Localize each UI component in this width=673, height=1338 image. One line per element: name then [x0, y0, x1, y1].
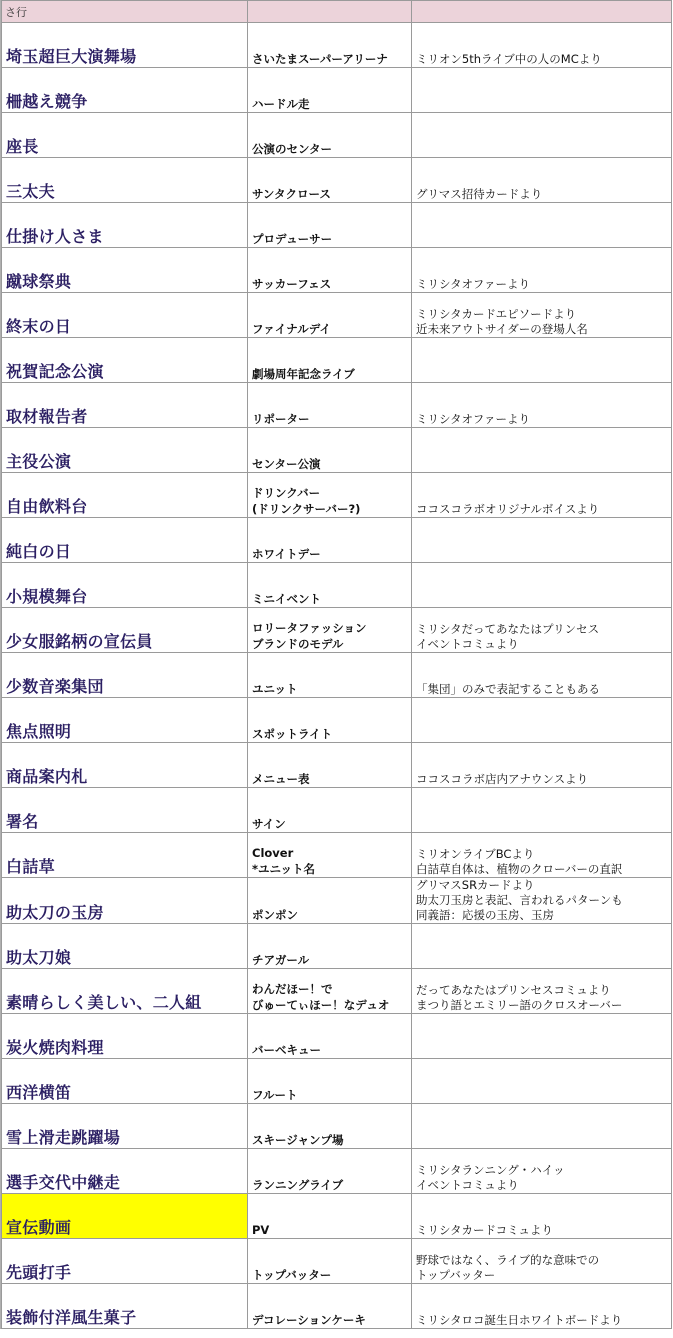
reading-cell[interactable]: [248, 158, 412, 203]
note-line: 「集団」のみで表記することもある: [416, 682, 600, 696]
table-row: [2, 293, 672, 338]
term-cell[interactable]: 仕掛け人さま: [2, 203, 248, 248]
note-cell[interactable]: [412, 743, 672, 788]
reading-cell[interactable]: [248, 788, 412, 833]
term-cell[interactable]: 小規模舞台: [2, 563, 248, 608]
note-cell[interactable]: [412, 878, 672, 924]
term-cell[interactable]: 装飾付洋風生菓子: [2, 1284, 248, 1329]
reading-cell[interactable]: [248, 338, 412, 383]
term-cell[interactable]: 少女服銘柄の宣伝員: [2, 608, 248, 653]
reading-cell[interactable]: [248, 293, 412, 338]
note-line: ミリシタロコ誕生日ホワイトボードより: [416, 1313, 623, 1327]
note-cell[interactable]: [412, 473, 672, 518]
table-row: [2, 743, 672, 788]
table-row: [2, 428, 672, 473]
glossary-table: [1, 0, 672, 1329]
reading-cell[interactable]: [248, 653, 412, 698]
note-cell[interactable]: [412, 1194, 672, 1239]
reading-cell[interactable]: [248, 698, 412, 743]
note-cell[interactable]: [412, 293, 672, 338]
reading-line: メニュー表: [252, 772, 310, 786]
table-row: [2, 969, 672, 1014]
note-cell[interactable]: [412, 248, 672, 293]
header-cell-reading[interactable]: [248, 1, 412, 23]
term-cell[interactable]: 三太夫: [2, 158, 248, 203]
note-cell[interactable]: [412, 158, 672, 203]
reading-cell[interactable]: [248, 878, 412, 924]
note-cell[interactable]: [412, 428, 672, 473]
note-line: 白詰草自体は、植物のクローバーの直訳: [416, 862, 623, 876]
reading-cell[interactable]: [248, 113, 412, 158]
reading-line: リポーター: [252, 412, 310, 426]
reading-line: ファイナルデイ: [252, 322, 331, 336]
reading-line: PV: [252, 1223, 270, 1237]
reading-cell[interactable]: [248, 969, 412, 1014]
term-cell[interactable]: 終末の日: [2, 293, 248, 338]
table-row: [2, 383, 672, 428]
term-cell[interactable]: 埼玉超巨大演舞場: [2, 23, 248, 68]
reading-line: ドリンクバー: [252, 486, 321, 500]
reading-line: ポンポン: [252, 908, 298, 922]
table-row: [2, 1104, 672, 1149]
reading-line: ホワイトデー: [252, 547, 321, 561]
term-cell[interactable]: 署名: [2, 788, 248, 833]
table-row: [2, 1284, 672, 1329]
note-line: ミリシタカードコミュより: [416, 1223, 553, 1237]
note-line: ミリシタオファーより: [416, 277, 530, 291]
reading-line: バーベキュー: [252, 1043, 321, 1057]
reading-cell[interactable]: [248, 1284, 412, 1329]
reading-line: プロデューサー: [252, 232, 333, 246]
note-line: 助太刀玉房と表記、言われるパターンも: [416, 893, 623, 907]
reading-line: チアガール: [252, 953, 310, 967]
note-line: グリマス招待カードより: [416, 187, 543, 201]
reading-cell[interactable]: [248, 203, 412, 248]
table-row: [2, 338, 672, 383]
table-row: [2, 248, 672, 293]
term-cell[interactable]: 助太刀娘: [2, 924, 248, 969]
note-line: イベントコミュより: [416, 1178, 519, 1192]
reading-line: ランニングライブ: [252, 1178, 344, 1192]
note-line: ココスコラボ店内アナウンスより: [416, 772, 589, 786]
note-cell[interactable]: [412, 1284, 672, 1329]
table-row: [2, 1149, 672, 1194]
note-line: トップバッター: [416, 1268, 496, 1282]
note-line: ミリシタだってあなたはプリンセス: [416, 622, 600, 636]
note-cell[interactable]: [412, 338, 672, 383]
reading-line: デコレーションケーキ: [252, 1313, 366, 1327]
table-row: [2, 698, 672, 743]
note-cell[interactable]: [412, 383, 672, 428]
reading-line: ミニイベント: [252, 592, 321, 606]
table-row: [2, 518, 672, 563]
note-line: 同義語：応援の玉房、玉房: [416, 908, 554, 922]
reading-line: ハードル走: [252, 97, 310, 111]
note-cell[interactable]: [412, 1059, 672, 1104]
reading-line: ユニット: [252, 682, 298, 696]
reading-line: トップバッター: [252, 1268, 332, 1282]
reading-line: サイン: [252, 817, 286, 831]
table-row: [2, 158, 672, 203]
note-cell[interactable]: [412, 1014, 672, 1059]
note-line: まつり語とエミリー語のクロスオーバー: [416, 998, 623, 1012]
note-cell[interactable]: [412, 653, 672, 698]
glossary-table-body: [2, 1, 672, 1329]
table-row: [2, 833, 672, 878]
reading-cell[interactable]: [248, 68, 412, 113]
reading-cell[interactable]: [248, 473, 412, 518]
table-row: [2, 924, 672, 969]
table-row: [2, 608, 672, 653]
note-cell[interactable]: [412, 924, 672, 969]
term-cell[interactable]: 取材報告者: [2, 383, 248, 428]
note-cell[interactable]: [412, 969, 672, 1014]
table-row: [2, 68, 672, 113]
table-row: [2, 23, 672, 68]
reading-line: フルート: [252, 1088, 298, 1102]
term-cell[interactable]: 柵越え競争: [2, 68, 248, 113]
reading-cell[interactable]: [248, 428, 412, 473]
term-cell[interactable]: 西洋横笛: [2, 1059, 248, 1104]
reading-line: スポットライト: [252, 727, 333, 741]
reading-line: ロリータファッション: [252, 621, 367, 635]
note-line: 近未来アウトサイダーの登場人名: [416, 322, 588, 336]
note-line: 野球ではなく、ライブ的な意味での: [416, 1253, 600, 1267]
term-cell[interactable]: 先頭打手: [2, 1239, 248, 1284]
reading-cell[interactable]: [248, 1194, 412, 1239]
note-cell[interactable]: [412, 1239, 672, 1284]
reading-line: サッカーフェス: [252, 277, 332, 291]
note-cell[interactable]: [412, 203, 672, 248]
reading-cell[interactable]: [248, 248, 412, 293]
table-row: [2, 1194, 672, 1239]
reading-line: さいたまスーパーアリーナ: [252, 52, 388, 66]
term-cell[interactable]: 蹴球祭典: [2, 248, 248, 293]
term-cell[interactable]: 選手交代中継走: [2, 1149, 248, 1194]
reading-cell[interactable]: [248, 743, 412, 788]
reading-cell[interactable]: [248, 383, 412, 428]
reading-cell[interactable]: [248, 518, 412, 563]
note-cell[interactable]: [412, 788, 672, 833]
reading-line: (ドリンクサーバー?): [252, 502, 361, 516]
term-cell[interactable]: 宣伝動画: [2, 1194, 248, 1239]
term-cell[interactable]: 雪上滑走跳躍場: [2, 1104, 248, 1149]
note-cell[interactable]: [412, 518, 672, 563]
term-cell[interactable]: 主役公演: [2, 428, 248, 473]
reading-cell[interactable]: [248, 608, 412, 653]
note-cell[interactable]: [412, 23, 672, 68]
note-line: ミリシタカードエピソードより: [416, 307, 577, 321]
table-row: [2, 1014, 672, 1059]
note-line: ミリオンライブBCより: [416, 847, 535, 861]
header-cell-note[interactable]: [412, 1, 672, 23]
note-cell[interactable]: [412, 608, 672, 653]
note-line: ココスコラボオリジナルボイスより: [416, 502, 600, 516]
note-cell[interactable]: [412, 113, 672, 158]
reading-cell[interactable]: [248, 924, 412, 969]
reading-cell[interactable]: [248, 1149, 412, 1194]
table-row: [2, 653, 672, 698]
reading-line: サンタクロース: [252, 187, 331, 201]
term-cell[interactable]: 焦点照明: [2, 698, 248, 743]
note-line: グリマスSRカードより: [416, 878, 535, 892]
reading-cell[interactable]: [248, 563, 412, 608]
table-row: [2, 1059, 672, 1104]
term-cell[interactable]: 白詰草: [2, 833, 248, 878]
note-line: ミリシタランニング・ハイッ: [416, 1163, 565, 1177]
note-cell[interactable]: [412, 1149, 672, 1194]
note-line: イベントコミュより: [416, 637, 519, 651]
term-cell[interactable]: 祝賀記念公演: [2, 338, 248, 383]
reading-line: わんだほー！で: [252, 982, 333, 996]
section-label-cell[interactable]: さ行: [2, 1, 248, 23]
reading-cell[interactable]: [248, 833, 412, 878]
reading-line: スキージャンプ場: [252, 1133, 344, 1147]
term-cell[interactable]: 座長: [2, 113, 248, 158]
note-line: ミリオン5thライブ中の人のMCより: [416, 52, 602, 66]
term-cell[interactable]: 素晴らしく美しい、二人組: [2, 969, 248, 1014]
reading-line: Clover: [252, 846, 294, 860]
note-line: だってあなたはプリンセスコミュより: [416, 983, 611, 997]
note-cell[interactable]: [412, 563, 672, 608]
note-cell[interactable]: [412, 1104, 672, 1149]
note-cell[interactable]: [412, 833, 672, 878]
reading-cell[interactable]: [248, 1014, 412, 1059]
term-cell[interactable]: 炭火焼肉料理: [2, 1014, 248, 1059]
reading-line: *ユニット名: [252, 862, 316, 876]
table-row: [2, 878, 672, 924]
reading-line: 劇場周年記念ライブ: [252, 367, 355, 381]
term-cell[interactable]: 純白の日: [2, 518, 248, 563]
reading-cell[interactable]: [248, 23, 412, 68]
term-cell[interactable]: 商品案内札: [2, 743, 248, 788]
term-cell[interactable]: 助太刀の玉房: [2, 878, 248, 924]
table-row: [2, 788, 672, 833]
reading-cell[interactable]: [248, 1239, 412, 1284]
reading-cell[interactable]: [248, 1059, 412, 1104]
table-row: [2, 563, 672, 608]
term-cell[interactable]: 自由飲料台: [2, 473, 248, 518]
table-row: [2, 203, 672, 248]
note-cell[interactable]: [412, 698, 672, 743]
table-row: [2, 473, 672, 518]
table-row: [2, 113, 672, 158]
note-line: ミリシタオファーより: [416, 412, 530, 426]
reading-cell[interactable]: [248, 1104, 412, 1149]
section-header-row: [2, 1, 672, 23]
table-row: [2, 1239, 672, 1284]
term-cell[interactable]: 少数音楽集団: [2, 653, 248, 698]
note-cell[interactable]: [412, 68, 672, 113]
reading-line: 公演のセンター: [252, 142, 333, 156]
reading-line: センター公演: [252, 457, 321, 471]
reading-line: ブランドのモデル: [252, 637, 344, 651]
reading-line: びゅーてぃほー！なデュオ: [252, 998, 390, 1012]
